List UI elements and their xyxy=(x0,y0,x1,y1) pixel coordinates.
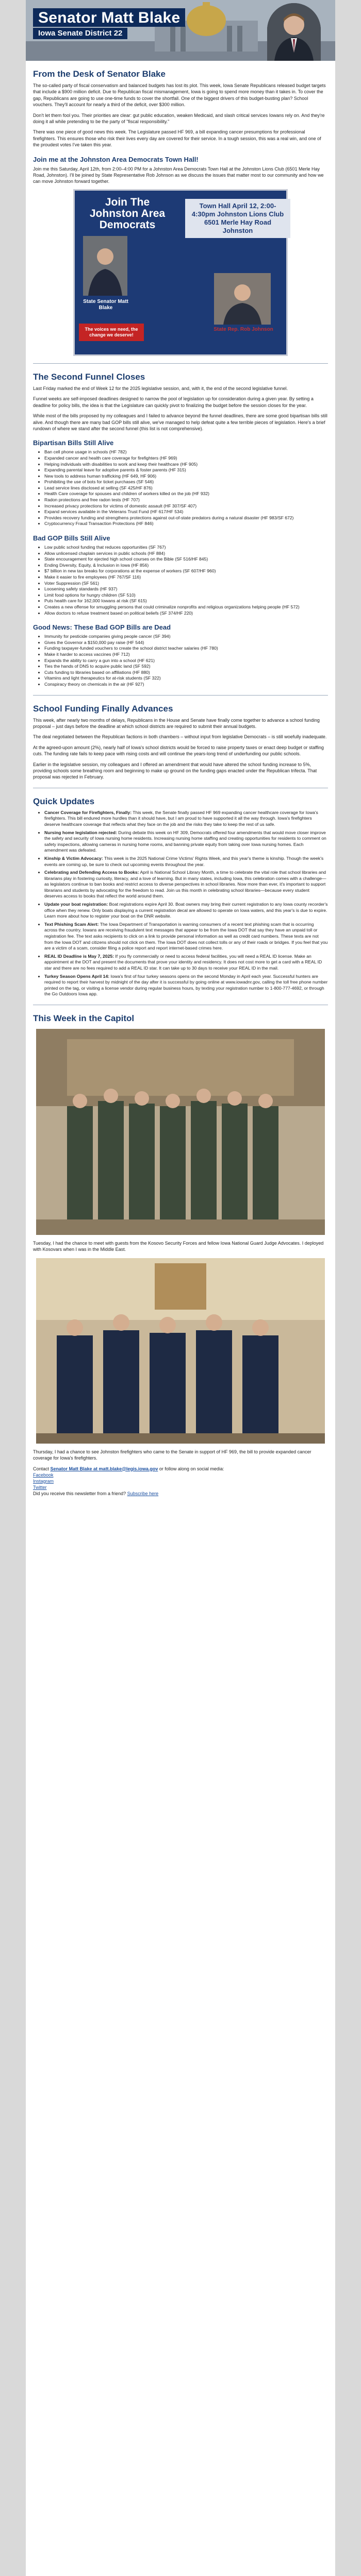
update-text: This week, the Senate finally passed HF 969 expanding cancer healthcare coverage for Iowa's firefighters. This bill endured more hurdles than it should have, but I am proud to have supported it all the way through. Iowa's firefighters deserve healthcare coverage that reflects what they face on the job and the risks they take to keep the rest of us safe. xyxy=(44,809,318,827)
footer-subscribe xyxy=(33,1490,328,1497)
update-text: During debate this week on HF 309, Democrats offered four amendments that would move closer improve the safety and security of Iowa nursing home residents. Increasing nursing home staffing and creating opportunities for residents to comment on safety inspections, allowing cameras in nursing home rooms, and banning private equity from taking over Iowa nursing homes. Each amendment was defeated. xyxy=(44,829,326,853)
section-divider xyxy=(33,695,328,696)
flyer-slogan-banner: The voices we need, the change we deserve! xyxy=(79,324,144,341)
update-title: Cancer Coverage for Firefighters, Finally: xyxy=(44,809,132,815)
capitol-caption-2: Thursday, I had a chance to see Johnston firefighters who came to the Senate in support of HF 969, the bill to provide expanded cancer coverage for Iowa's firefighters. xyxy=(33,1449,311,1461)
email-link[interactable]: Senator Matt Blake at matt.blake@legis.iowa.gov xyxy=(50,1466,158,1471)
senator-portrait-image xyxy=(267,3,321,61)
header-banner xyxy=(26,0,335,61)
list-item: • Expand services available in the Veterans Trust Fund (HF 617/HF 534) xyxy=(44,509,328,515)
funnel-heading: The Second Funnel Closes xyxy=(33,371,145,382)
update-title: Nursing home legislation rejected: xyxy=(44,829,117,835)
list-item: • Allow unlicensed chaplain services in public schools (HF 884) xyxy=(44,551,328,557)
list-item xyxy=(44,954,328,972)
list-item xyxy=(44,974,328,997)
list-item: • Expanded cancer and health care coverage for firefighters (HF 969) xyxy=(44,455,328,462)
list-item: • Gives the Governor a $150,000 pay raise (HF 544) xyxy=(44,640,328,646)
update-text: This week is the 2025 National Crime Victims' Rights Week, and this year's theme is kinship. Though the week's events are coming up, be sure to check out upcoming events throughout the year. xyxy=(44,855,324,867)
section-divider xyxy=(33,363,328,364)
update-text: If you fly commercially or need to access federal facilities, you will need a REAL ID license. Make an appointment at the DOT and present the documents that prove your identity and residency. It does not cost more to get a card with a REAL ID star and there are no fees required to add a REAL ID star. It can take up to 30 days to receive your REAL ID in the mail. xyxy=(44,953,322,971)
quick-updates-heading: Quick Updates xyxy=(33,796,95,806)
flyer-caption-johnson: State Rep. Rob Johnson xyxy=(214,326,273,332)
list-item: • $7 billion in new tax breaks for corporations at the expense of workers (SF 607/HF 960) xyxy=(44,568,328,574)
school-funding-paragraph-4: Earlier in the legislative session, my colleagues and I offered an amendment that would have altered the school funding increase to 5%, providing schools some breathing room and beginning to make up ground on the funding gaps enacted under the Republican trifecta. That proposal was rejected in February. xyxy=(33,761,317,780)
list-item: • Ties the hands of DNS to acquire public land (SF 592) xyxy=(44,664,328,670)
list-item xyxy=(44,902,328,920)
list-item: • Vitamins and light therapeutics for at-risk students (SF 322) xyxy=(44,675,328,682)
list-item: • Cuts funding to libraries based on affiliations (HF 880) xyxy=(44,670,328,676)
capitol-heading: This Week in the Capitol xyxy=(33,1013,135,1023)
list-item: • Immunity for pesticide companies giving people cancer (SF 394) xyxy=(44,634,328,640)
list-item xyxy=(44,830,328,854)
list-item: • Voter Suppression (SF 561) xyxy=(44,581,328,587)
list-item: • Ban cell phone usage in schools (HF 782) xyxy=(44,449,328,455)
school-funding-paragraph-2: The deal negotiated between the Republican factions in both chambers – without input from legislative Democrats – is still woefully inadequate. xyxy=(33,734,327,740)
funnel-paragraph-1: Last Friday marked the end of Week 12 for the 2025 legislative session, and, with it, the end of the second legislative funnel. xyxy=(33,385,288,391)
bipartisan-heading: Bipartisan Bills Still Alive xyxy=(33,439,114,447)
list-item: • Provides recovery funding and strengthens protections against out-of-state predators during a natural disaster (HF 983/SF 672) xyxy=(44,515,328,521)
footer-forward-text: Did you receive this newsletter from a friend? xyxy=(33,1490,127,1496)
bad-gop-heading: Bad GOP Bills Still Alive xyxy=(33,534,110,543)
good-news-heading: Good News: These Bad GOP Bills are Dead xyxy=(33,623,171,632)
list-item: • Allow doctors to refuse treatment based on political beliefs (SF 374/HF 220) xyxy=(44,611,328,617)
list-item: • Health Care coverage for spouses and children of workers killed on the job (HF 932) xyxy=(44,491,328,497)
list-item: • Prohibiting the use of bots for ticket purchases (SF 546) xyxy=(44,479,328,485)
list-item: • Funding taxpayer-funded vouchers to create the school district teacher salaries (HF 780) xyxy=(44,646,328,652)
townhall-paragraph: Join me this Saturday, April 12th, from 2:00–4:00 PM for a Johnston Area Democrats Town Hall at the Johnston Lions Club (6501 Merle Hay Road, Johnston). I'll be joined by State Representative Rob Johnson as we discuss the issues that matter most to our community and how we can move Johnston forward together. xyxy=(33,166,324,184)
update-title: Update your boat registration: xyxy=(44,902,108,907)
townhall-flyer-image xyxy=(73,189,288,356)
capitol-photo-firefighters xyxy=(36,1258,325,1444)
townhall-heading: Join me at the Johnston Area Democrats Town Hall! xyxy=(33,155,199,163)
intro-heading: From the Desk of Senator Blake xyxy=(33,69,166,79)
school-funding-paragraph-3: At the agreed-upon amount (2%), nearly half of Iowa's school districts would be forced to raise property taxes or enact deep budget or staffing cuts. The funding rate fails to keep pace with rising costs and will continue the years-long trend of underfunding our public schools. xyxy=(33,744,324,757)
list-item: • State encouragement for ejected high school courses on the Bible (SF 516/HF 845) xyxy=(44,556,328,563)
funnel-paragraph-2: Funnel weeks are self-imposed deadlines designed to narrow the pool of legislation up for consideration during a given year. By setting a deadline for policy bills, the idea is that the Legislature can quickly pivot to finalizing the budget before the session closes for the year. xyxy=(33,396,314,408)
list-item: • Creates a new offense for smuggling persons that could criminalize nonprofits and religious organizations helping people (HF 572) xyxy=(44,604,328,611)
footer-contact xyxy=(33,1466,328,1472)
list-item: • Make it easier to fire employees (HF 767/SF 116) xyxy=(44,574,328,581)
school-funding-paragraph-1: This week, after nearly two months of delays, Republicans in the House and Senate have finally come together to advance a school funding proposal – just days before the deadline at which school districts are required to submit their annual budgets. xyxy=(33,717,320,729)
update-text: Iowa's first of four turkey seasons opens on the second Monday in April each year. Successful hunters are required to report their harvest by midnight of the day after it is successful by going online at www.iowadnr.gov, calling the toll free phone number printed on the tag, or visiting a license vendor during regular business hours, by texting your registration number to 1-800-777-4692, or through the Go Outdoors Iowa app. xyxy=(44,973,328,997)
school-funding-heading: School Funding Finally Advances xyxy=(33,703,173,714)
instagram-link[interactable]: Instagram xyxy=(33,1478,54,1484)
update-title: Celebrating and Defending Access to Books: xyxy=(44,870,139,875)
capitol-caption-1: Tuesday, I had the chance to meet with guests from the Kosovo Security Forces and fellow Iowa National Guard Judge Advocates. I deployed with Kosovars when I was in the Middle East. xyxy=(33,1240,324,1252)
good-news-list xyxy=(33,634,328,687)
intro-paragraph-3: There was one piece of good news this week. The Legislature passed HF 969, a bill expanding cancer presumptions for professional firefighters. This ensures those who risk their lives every day are covered for their service. In a tough session, this was a real win, and one of the proudest votes I've taken this year. xyxy=(33,129,321,148)
capitol-photo-kosovo xyxy=(36,1029,325,1235)
rep-johnson-photo xyxy=(214,273,271,325)
list-item xyxy=(44,922,328,952)
list-item: • Conspiracy theory on chemicals in the air (HF 927) xyxy=(44,682,328,688)
facebook-link[interactable]: Facebook xyxy=(33,1472,54,1478)
footer xyxy=(33,1466,328,1497)
intro-paragraph-1: The so-called party of fiscal conservatism and balanced budgets has lost its plot. This week, Iowa Senate Republicans released budget targets that include a $900 million deficit. Due to Republican fiscal mismanagement, Iowa is going to spend more money than it takes in. To cover the gap, Republicans are going to use one-time funds to cover the shortfall. One of the biggest drivers of this budget-busting plan? School vouchers. They'll account for nearly a third of the deficit, over $300 million. xyxy=(33,83,326,108)
main-content xyxy=(26,69,335,1497)
list-item: • Low public school funding that reduces opportunities (SF 767) xyxy=(44,545,328,551)
list-item: • Helping individuals with disabilities to work and keep their healthcare (HF 905) xyxy=(44,462,328,468)
update-text: Boat registrations expire April 30. Boat owners may bring their current registration to any Iowa county recorder's office when they renew. Only boats displaying a current registration decal are allowed to operate on Iowa waters, and this year's is due to expire. Learn more about how to register your boat on the DNR website. xyxy=(44,902,328,919)
senator-blake-photo xyxy=(83,236,127,296)
funnel-paragraph-3: While most of the bills proposed by my colleagues and I failed to advance beyond the funnel deadlines, there are some good bipartisan bills still alive. And though there are many bad GOP bills still alive, we've managed to help defeat quite a few terrible pieces of legislation. Here's a brief rundown of where we stand after the second funnel (this list is not comprehensive). xyxy=(33,413,327,431)
list-item xyxy=(44,810,328,828)
list-item: • Cryptocurrency Fraud Transaction Protections (HF 846) xyxy=(44,521,328,527)
update-title: REAL ID Deadline is May 7, 2025: xyxy=(44,953,114,959)
update-text: April is National School Library Month, a time to celebrate the vital role that school libraries and librarians play in fostering curiosity, literacy, and a love of learning. But in many states, including Iowa, this celebration comes with a challenge—as legislators continue to ban books and restrict access to diverse perspectives in school libraries. Now more than ever, it's important to support librarians and students by advocating for the freedom to read. Join us this month in celebrating school libraries—because every student deserves access to books that reflect the world around them. xyxy=(44,870,326,899)
subscribe-link[interactable]: Subscribe here xyxy=(127,1490,159,1496)
update-title: Text Phishing Scam Alert: xyxy=(44,921,99,927)
list-item: • Increased privacy protections for victims of domestic assault (HF 307/SF 407) xyxy=(44,503,328,510)
update-text: The Iowa Department of Transportation is warning consumers of a recent text phishing scam that is occurring across the country. Iowans are receiving fraudulent text messages that appear to be from the Iowa DOT that say they have an unpaid toll or registration fee. The text asks recipients to click on a link to provide personal information as well as credit card numbers. These texts are not from the Iowa DOT and citizens should not click on them. The Iowa DOT does not collect tolls or any of their roads or bridges. If you feel that you are a victim of a scam, consider filing a police report and report internet-based crimes here. xyxy=(44,921,328,951)
list-item: • Ending Diversity, Equity, & Inclusion in Iowa (HF 856) xyxy=(44,563,328,569)
list-item xyxy=(44,856,328,868)
bad-gop-list xyxy=(33,545,328,616)
list-item: • Puts health care for 162,000 Iowans at risk (SF 615) xyxy=(44,598,328,604)
update-title: Turkey Season Opens April 14: xyxy=(44,973,110,979)
list-item xyxy=(44,870,328,900)
quick-updates-list xyxy=(33,810,328,997)
list-item: • Make it harder to access vaccines (HF 712) xyxy=(44,652,328,658)
twitter-link[interactable]: Twitter xyxy=(33,1484,47,1490)
flyer-headline: Join The Johnston Area Democrats xyxy=(89,196,166,231)
list-item: • New tools to address human trafficking (HF 649, HF 906) xyxy=(44,473,328,480)
intro-paragraph-2: Don't let them fool you. Their priorities are clear: gut public education, weaken Medicaid, and slash critical services Iowans rely on. And they're doing it all while pretending to be the party of "fiscal responsibility." xyxy=(33,112,325,125)
footer-contact-prefix: Contact xyxy=(33,1466,51,1471)
newsletter xyxy=(26,0,335,2576)
list-item: • Loosening safety standards (HF 937) xyxy=(44,586,328,592)
list-item: • Limit food options for hungry children (SF 510) xyxy=(44,592,328,599)
list-item: • Expands the ability to carry a gun into a school (HF 621) xyxy=(44,658,328,664)
flyer-caption-blake: State Senator Matt Blake xyxy=(83,298,128,311)
update-title: Kinship & Victim Advocacy: xyxy=(44,855,103,861)
list-item: • Radon protections and free radon tests (HF 707) xyxy=(44,497,328,503)
bipartisan-list xyxy=(33,449,328,527)
list-item: • Lead service lines disclosed at selling (SF 425/HF 876) xyxy=(44,485,328,492)
senator-name-title: Senator Matt Blake xyxy=(33,8,185,27)
flyer-event-details: Town Hall April 12, 2:00-4:30pm Johnston Lions Club 6501 Merle Hay Road Johnston xyxy=(185,199,290,238)
footer-contact-rest: or follow along on social media: xyxy=(158,1466,224,1471)
list-item: • Expanding parental leave for adoptive parents & foster parents (HF 315) xyxy=(44,467,328,473)
district-subtitle: Iowa Senate District 22 xyxy=(33,28,127,39)
